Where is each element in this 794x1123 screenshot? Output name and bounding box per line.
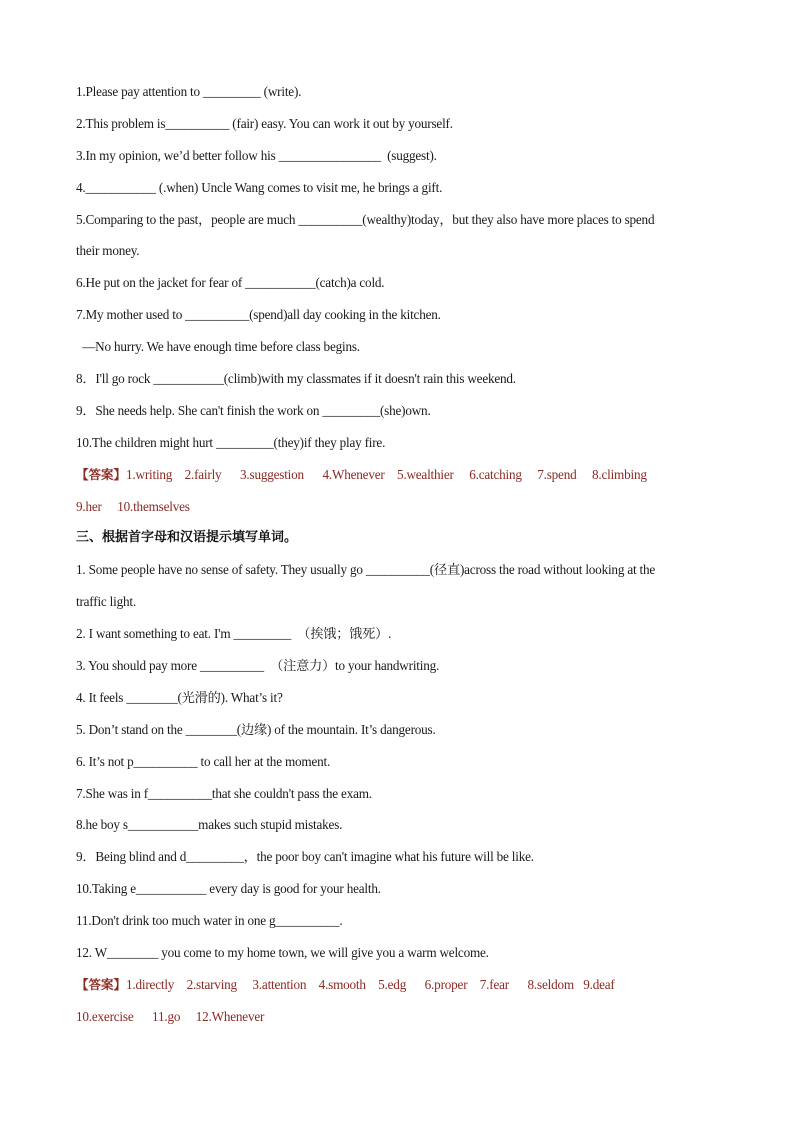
answer-list: 1.writing 2.fairly 3.suggestion 4.Whenever 5.wealthier 6.catching 7.spend 8.climbing [126,466,647,482]
answer-list: 1.directly 2.starving 3.attention 4.smooth 5.edg 6.proper 7.fear 8.seldom 9.deaf [126,976,615,992]
exercise-question: 4. It feels ________(光滑的). What’s it? [76,689,283,705]
exercise-question: 10.The children might hurt _________(they)if they play fire. [76,434,386,450]
exercise-question: 12. W________ you come to my home town, we will give you a warm welcome. [76,945,489,961]
exercise-question: 5.Comparing to the past，people are much __________(wealthy)today，but they also have more places to spend [76,211,655,227]
exercise-question: 1.Please pay attention to _________ (write). [76,84,302,99]
answer-tag: 【答案】 [76,466,127,482]
exercise-question: 7.My mother used to __________(spend)all day cooking in the kitchen. [76,307,441,323]
exercise-question: 2. I want something to eat. I'm _________ （挨饿；饿死）. [76,626,392,642]
exercise-question: 5. Don’t stand on the ________(边缘) of the mountain. It’s dangerous. [76,721,436,737]
exercise-question: 8.he boy s___________makes such stupid mistakes. [76,817,343,833]
exercise-question-continued: their money. [76,243,140,259]
exercise-question: 2.This problem is__________ (fair) easy. You can work it out by yourself. [76,115,453,131]
exercise-question: 3. You should pay more __________ （注意力）to your handwriting. [76,658,440,674]
exercise-question: 6. It’s not p__________ to call her at the moment. [76,753,331,769]
answer-key-continued: 9.her 10.themselves [76,498,190,514]
answer-key-continued: 10.exercise 11.go 12.Whenever [76,1008,265,1024]
answer-tag: 【答案】 [76,976,127,992]
exercise-question: 10.Taking e___________ every day is good for your health. [76,881,381,897]
exercise-question: 1. Some people have no sense of safety. They usually go __________(径直)across the road without looking at the [76,562,656,578]
exercise-question-continued: traffic light. [76,594,136,610]
exercise-question: 7.She was in f__________that she couldn't pass the exam. [76,785,372,801]
exercise-question: 9．She needs help. She can't finish the work on _________(she)own. [76,402,431,418]
section-heading: 三、根据首字母和汉语提示填写单词。 [76,530,298,546]
exercise-note: —No hurry. We have enough time before class begins. [76,339,360,355]
answer-key [76,973,726,1005]
exercise-question: 6.He put on the jacket for fear of ___________(catch)a cold. [76,275,385,291]
exercise-question: 9．Being blind and d_________，the poor boy can't imagine what his future will be like. [76,849,534,865]
worksheet-page [76,80,726,1037]
exercise-question: 11.Don't drink too much water in one g__________. [76,913,343,929]
exercise-question: 8．I'll go rock ___________(climb)with my classmates if it doesn't rain this weekend. [76,371,516,387]
exercise-question: 4.___________ (.when) Uncle Wang comes to visit me, he brings a gift. [76,179,443,195]
answer-key [76,463,726,495]
exercise-question: 3.In my opinion, we’d better follow his ________________ (suggest). [76,147,437,163]
